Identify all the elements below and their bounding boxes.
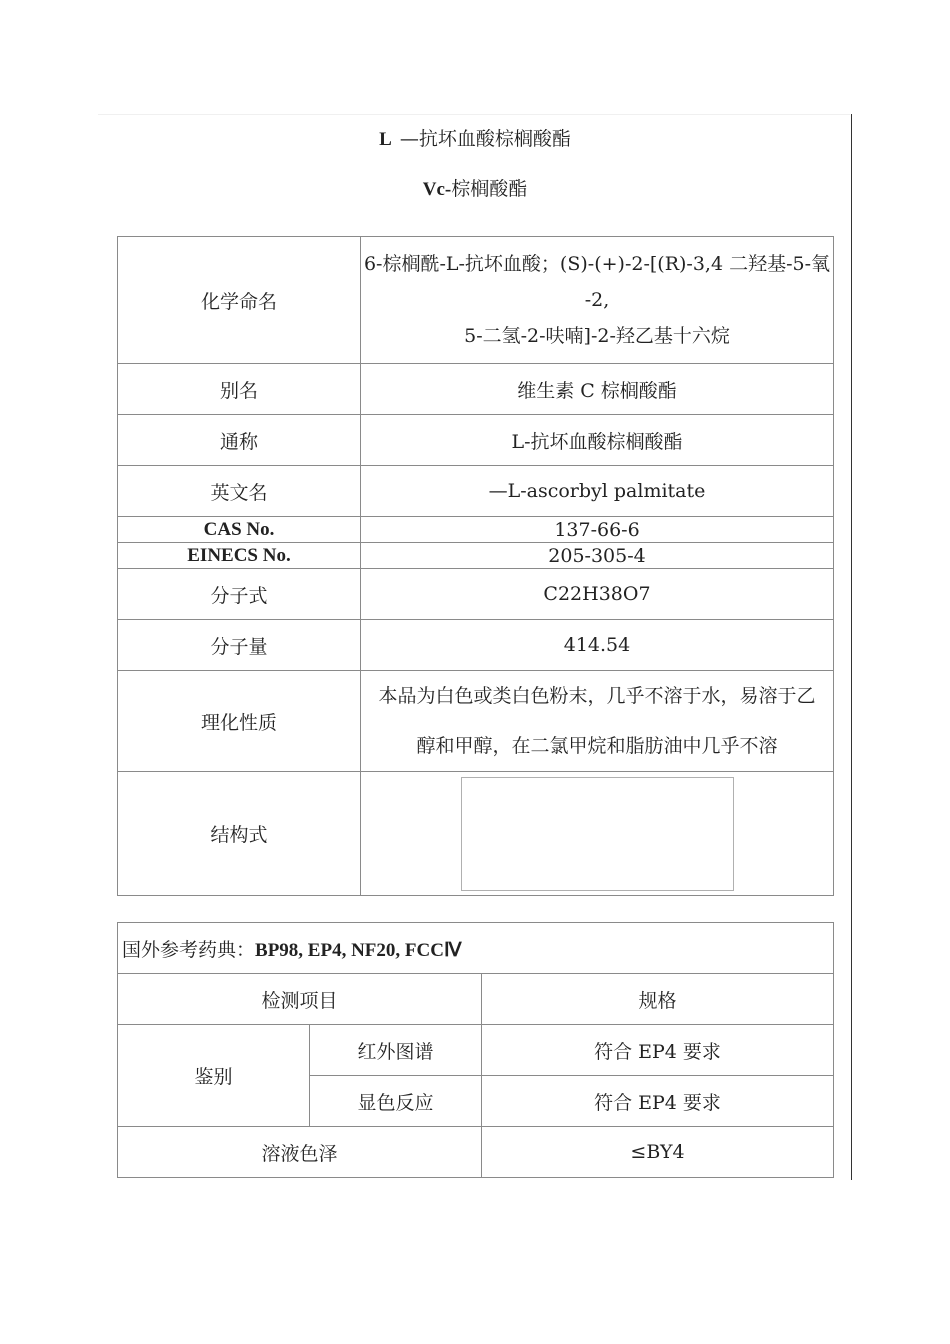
table-row (118, 569, 834, 620)
formula-label: 分子式 (118, 569, 361, 620)
top-rule (98, 114, 850, 115)
ident-spec: 符合 EP4 要求 (482, 1025, 834, 1076)
english-name-value: —L-ascorbyl palmitate (361, 466, 834, 517)
subtitle-prefix: Vc- (422, 179, 452, 200)
props-line: 本品为白色或类白色粉末，几乎不溶于水，易溶于乙 (378, 685, 816, 707)
props-value (361, 671, 834, 772)
common-name-label: 通称 (118, 415, 361, 466)
spec-table (117, 922, 834, 1178)
alias-label: 别名 (118, 364, 361, 415)
chem-name-line: 6-棕榈酰-L-抗坏血酸；(S)-(+)-2-[(R)-3,4 二羟基-5-氧 (363, 253, 831, 275)
structure-image-placeholder (461, 777, 734, 891)
info-table (117, 236, 834, 896)
ref-label: 国外参考药典： (122, 938, 256, 961)
table-row (118, 415, 834, 466)
table-row (118, 620, 834, 671)
table-row (118, 1025, 834, 1076)
col-header-spec: 规格 (482, 974, 834, 1025)
table-row (118, 974, 834, 1025)
document-title (0, 124, 950, 151)
common-name-value: L-抗坏血酸棕榈酸酯 (361, 415, 834, 466)
ref-value: BP98, EP4, NF20, FCCⅣ (255, 939, 462, 961)
weight-label: 分子量 (118, 620, 361, 671)
color-spec: ≤BY4 (482, 1127, 834, 1178)
ident-item: 显色反应 (310, 1076, 482, 1127)
ident-item: 红外图谱 (310, 1025, 482, 1076)
table-row (118, 364, 834, 415)
structure-cell (361, 772, 834, 896)
chem-name-line: 5-二氢-2-呋喃]-2-羟乙基十六烷 (464, 325, 730, 347)
color-label: 溶液色泽 (118, 1127, 482, 1178)
right-rule (851, 114, 852, 1180)
props-line: 醇和甲醇，在二氯甲烷和脂肪油中几乎不溶 (416, 735, 778, 757)
table-row (118, 237, 834, 364)
table-row (118, 543, 834, 569)
cas-label: CAS No. (118, 517, 361, 543)
table-row (118, 772, 834, 896)
table-row (118, 671, 834, 772)
weight-value: 414.54 (361, 620, 834, 671)
english-name-label: 英文名 (118, 466, 361, 517)
chem-name-line: -2, (584, 289, 610, 311)
einecs-label: EINECS No. (118, 543, 361, 569)
reference-pharmacopeia (118, 923, 834, 974)
table-row (118, 923, 834, 974)
props-label: 理化性质 (118, 671, 361, 772)
einecs-value: 205-305-4 (361, 543, 834, 569)
chem-name-value (361, 237, 834, 364)
table-row (118, 1127, 834, 1178)
chem-name-label: 化学命名 (118, 237, 361, 364)
formula-value: C22H38O7 (361, 569, 834, 620)
cas-value: 137-66-6 (361, 517, 834, 543)
alias-value: 维生素 C 棕榈酸酯 (361, 364, 834, 415)
structure-label: 结构式 (118, 772, 361, 896)
title-main: —抗坏血酸棕榈酸酯 (399, 128, 571, 150)
title-prefix: L (379, 129, 392, 150)
table-row (118, 517, 834, 543)
subtitle-main: 棕榈酸酯 (451, 178, 528, 200)
ident-spec: 符合 EP4 要求 (482, 1076, 834, 1127)
ident-label: 鉴别 (118, 1025, 310, 1127)
document-subtitle (0, 174, 950, 201)
col-header-item: 检测项目 (118, 974, 482, 1025)
table-row (118, 466, 834, 517)
